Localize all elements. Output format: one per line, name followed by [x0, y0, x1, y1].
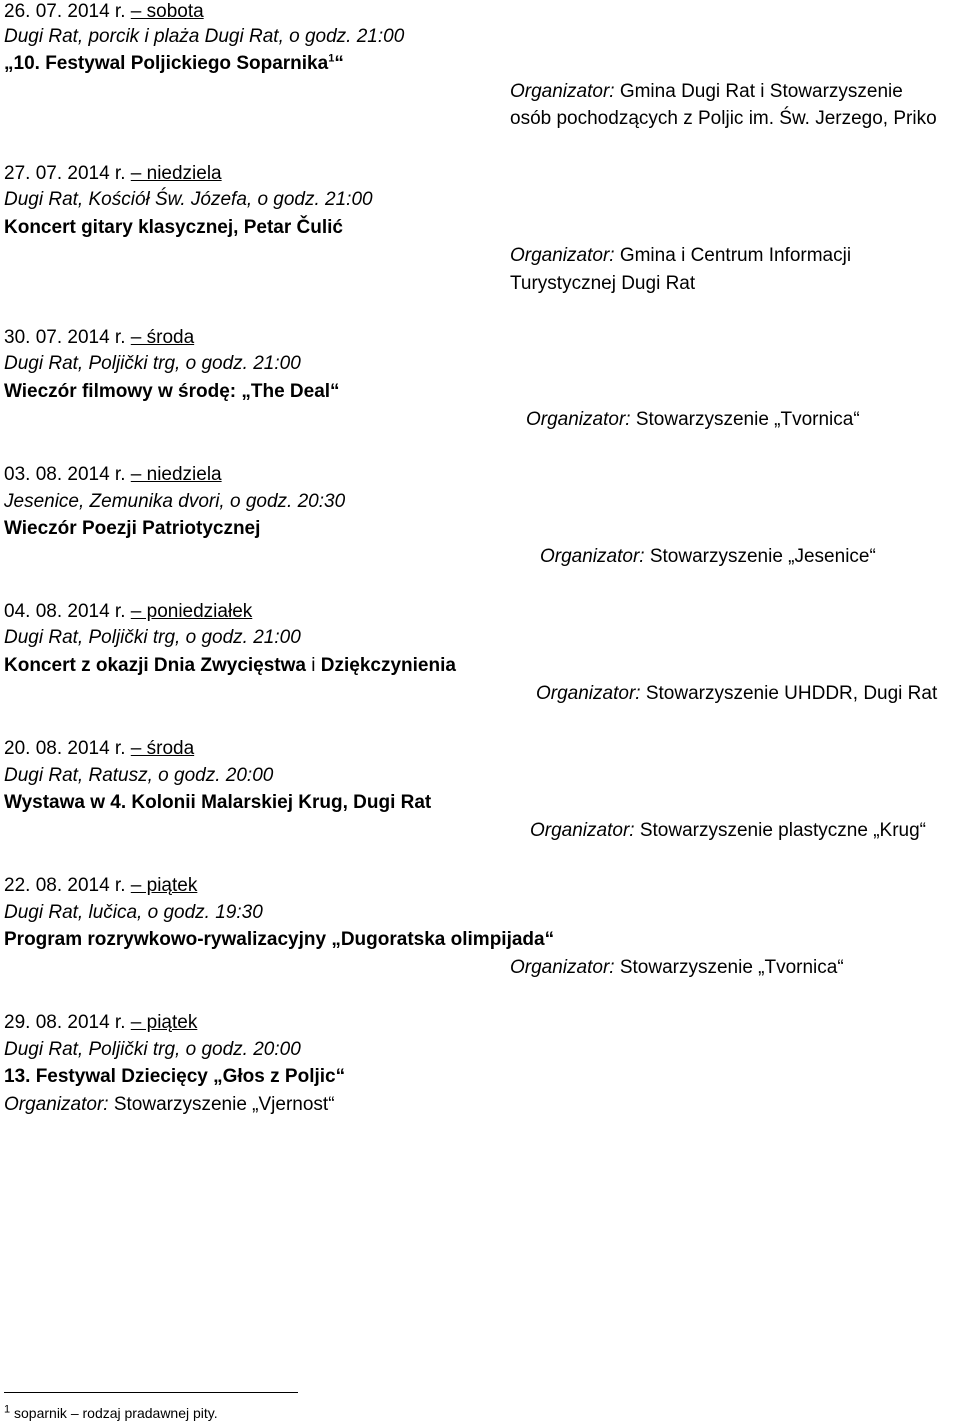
- event-place: Jesenice, Zemunika dvori, o godz. 20:30: [4, 491, 346, 512]
- event-organizer: Organizator: Gmina i Centrum Informacji: [510, 245, 852, 266]
- event-date: 30. 07. 2014 r. – środa: [4, 327, 195, 348]
- event-title: „10. Festywal Poljickiego Soparnika$^1$“: [4, 52, 344, 74]
- footnote: [4, 1404, 218, 1422]
- event-place: Dugi Rat, Ratusz, o godz. 20:00: [4, 765, 274, 786]
- event-day: – środa: [130, 327, 195, 348]
- event-date: 03. 08. 2014 r. – niedziela: [4, 464, 222, 485]
- event-date: 22. 08. 2014 r. – piątek: [4, 875, 198, 896]
- event-title: Koncert gitary klasycznej, Petar Čulić: [4, 217, 343, 238]
- event-date: 26. 07. 2014 r. – sobota: [4, 1, 204, 22]
- event-day: – piątek: [130, 1012, 198, 1033]
- event-day: – sobota: [130, 1, 204, 22]
- event-day: – niedziela: [130, 464, 222, 485]
- event-organizer: Organizator: Stowarzyszenie „Vjernost“: [4, 1094, 335, 1115]
- event-organizer: Organizator: Stowarzyszenie „Tvornica“: [526, 409, 860, 430]
- event-title: Wieczór filmowy w środę: „The Deal“: [4, 381, 340, 402]
- event-day: – poniedziałek: [130, 601, 253, 622]
- event-organizer: Organizator: Stowarzyszenie „Tvornica“: [510, 957, 844, 978]
- event-organizer-cont: osób pochodzących z Poljic im. Św. Jerzego, Priko: [510, 108, 937, 129]
- event-date: 04. 08. 2014 r. – poniedziałek: [4, 601, 253, 622]
- event-title: Wystawa w 4. Kolonii Malarskiej Krug, Dugi Rat: [4, 792, 432, 813]
- event-day: – piątek: [130, 875, 198, 896]
- footnote-text: soparnik – rodzaj pradawnej pity.: [14, 1405, 218, 1421]
- event-title: Koncert z okazji Dnia Zwycięstwa i Dziękczynienia: [4, 655, 456, 676]
- event-organizer: Organizator: Stowarzyszenie plastyczne „Krug“: [530, 820, 926, 841]
- event-title: Program rozrywkowo-rywalizacyjny „Dugoratska olimpijada“: [4, 929, 555, 950]
- event-place: Dugi Rat, Poljički trg, o godz. 21:00: [4, 353, 301, 374]
- event-title: Wieczór Poezji Patriotycznej: [4, 518, 261, 539]
- footnote-number: 1: [4, 1403, 11, 1416]
- event-place: Dugi Rat, Kościół Św. Józefa, o godz. 21:00: [4, 189, 373, 210]
- event-date: 29. 08. 2014 r. – piątek: [4, 1012, 198, 1033]
- event-day: – niedziela: [130, 163, 222, 184]
- event-organizer: Organizator: Stowarzyszenie UHDDR, Dugi Rat: [536, 683, 938, 704]
- footnote-separator: [4, 1392, 298, 1393]
- event-organizer-cont: Turystycznej Dugi Rat: [510, 273, 696, 294]
- event-place: Dugi Rat, lučica, o godz. 19:30: [4, 902, 263, 923]
- event-organizer: Organizator: Stowarzyszenie „Jesenice“: [540, 546, 876, 567]
- event-date: 27. 07. 2014 r. – niedziela: [4, 163, 222, 184]
- event-place: Dugi Rat, Poljički trg, o godz. 21:00: [4, 627, 301, 648]
- event-day: – środa: [130, 738, 195, 759]
- event-title: 13. Festywal Dziecięcy „Głos z Poljic“: [4, 1066, 346, 1087]
- event-organizer: Organizator: Gmina Dugi Rat i Stowarzyszenie: [510, 81, 903, 102]
- event-place: Dugi Rat, Poljički trg, o godz. 20:00: [4, 1039, 301, 1060]
- event-date: 20. 08. 2014 r. – środa: [4, 738, 195, 759]
- footnote-ref: 1: [328, 52, 335, 65]
- event-place: Dugi Rat, porcik i plaża Dugi Rat, o godz. 21:00: [4, 26, 405, 47]
